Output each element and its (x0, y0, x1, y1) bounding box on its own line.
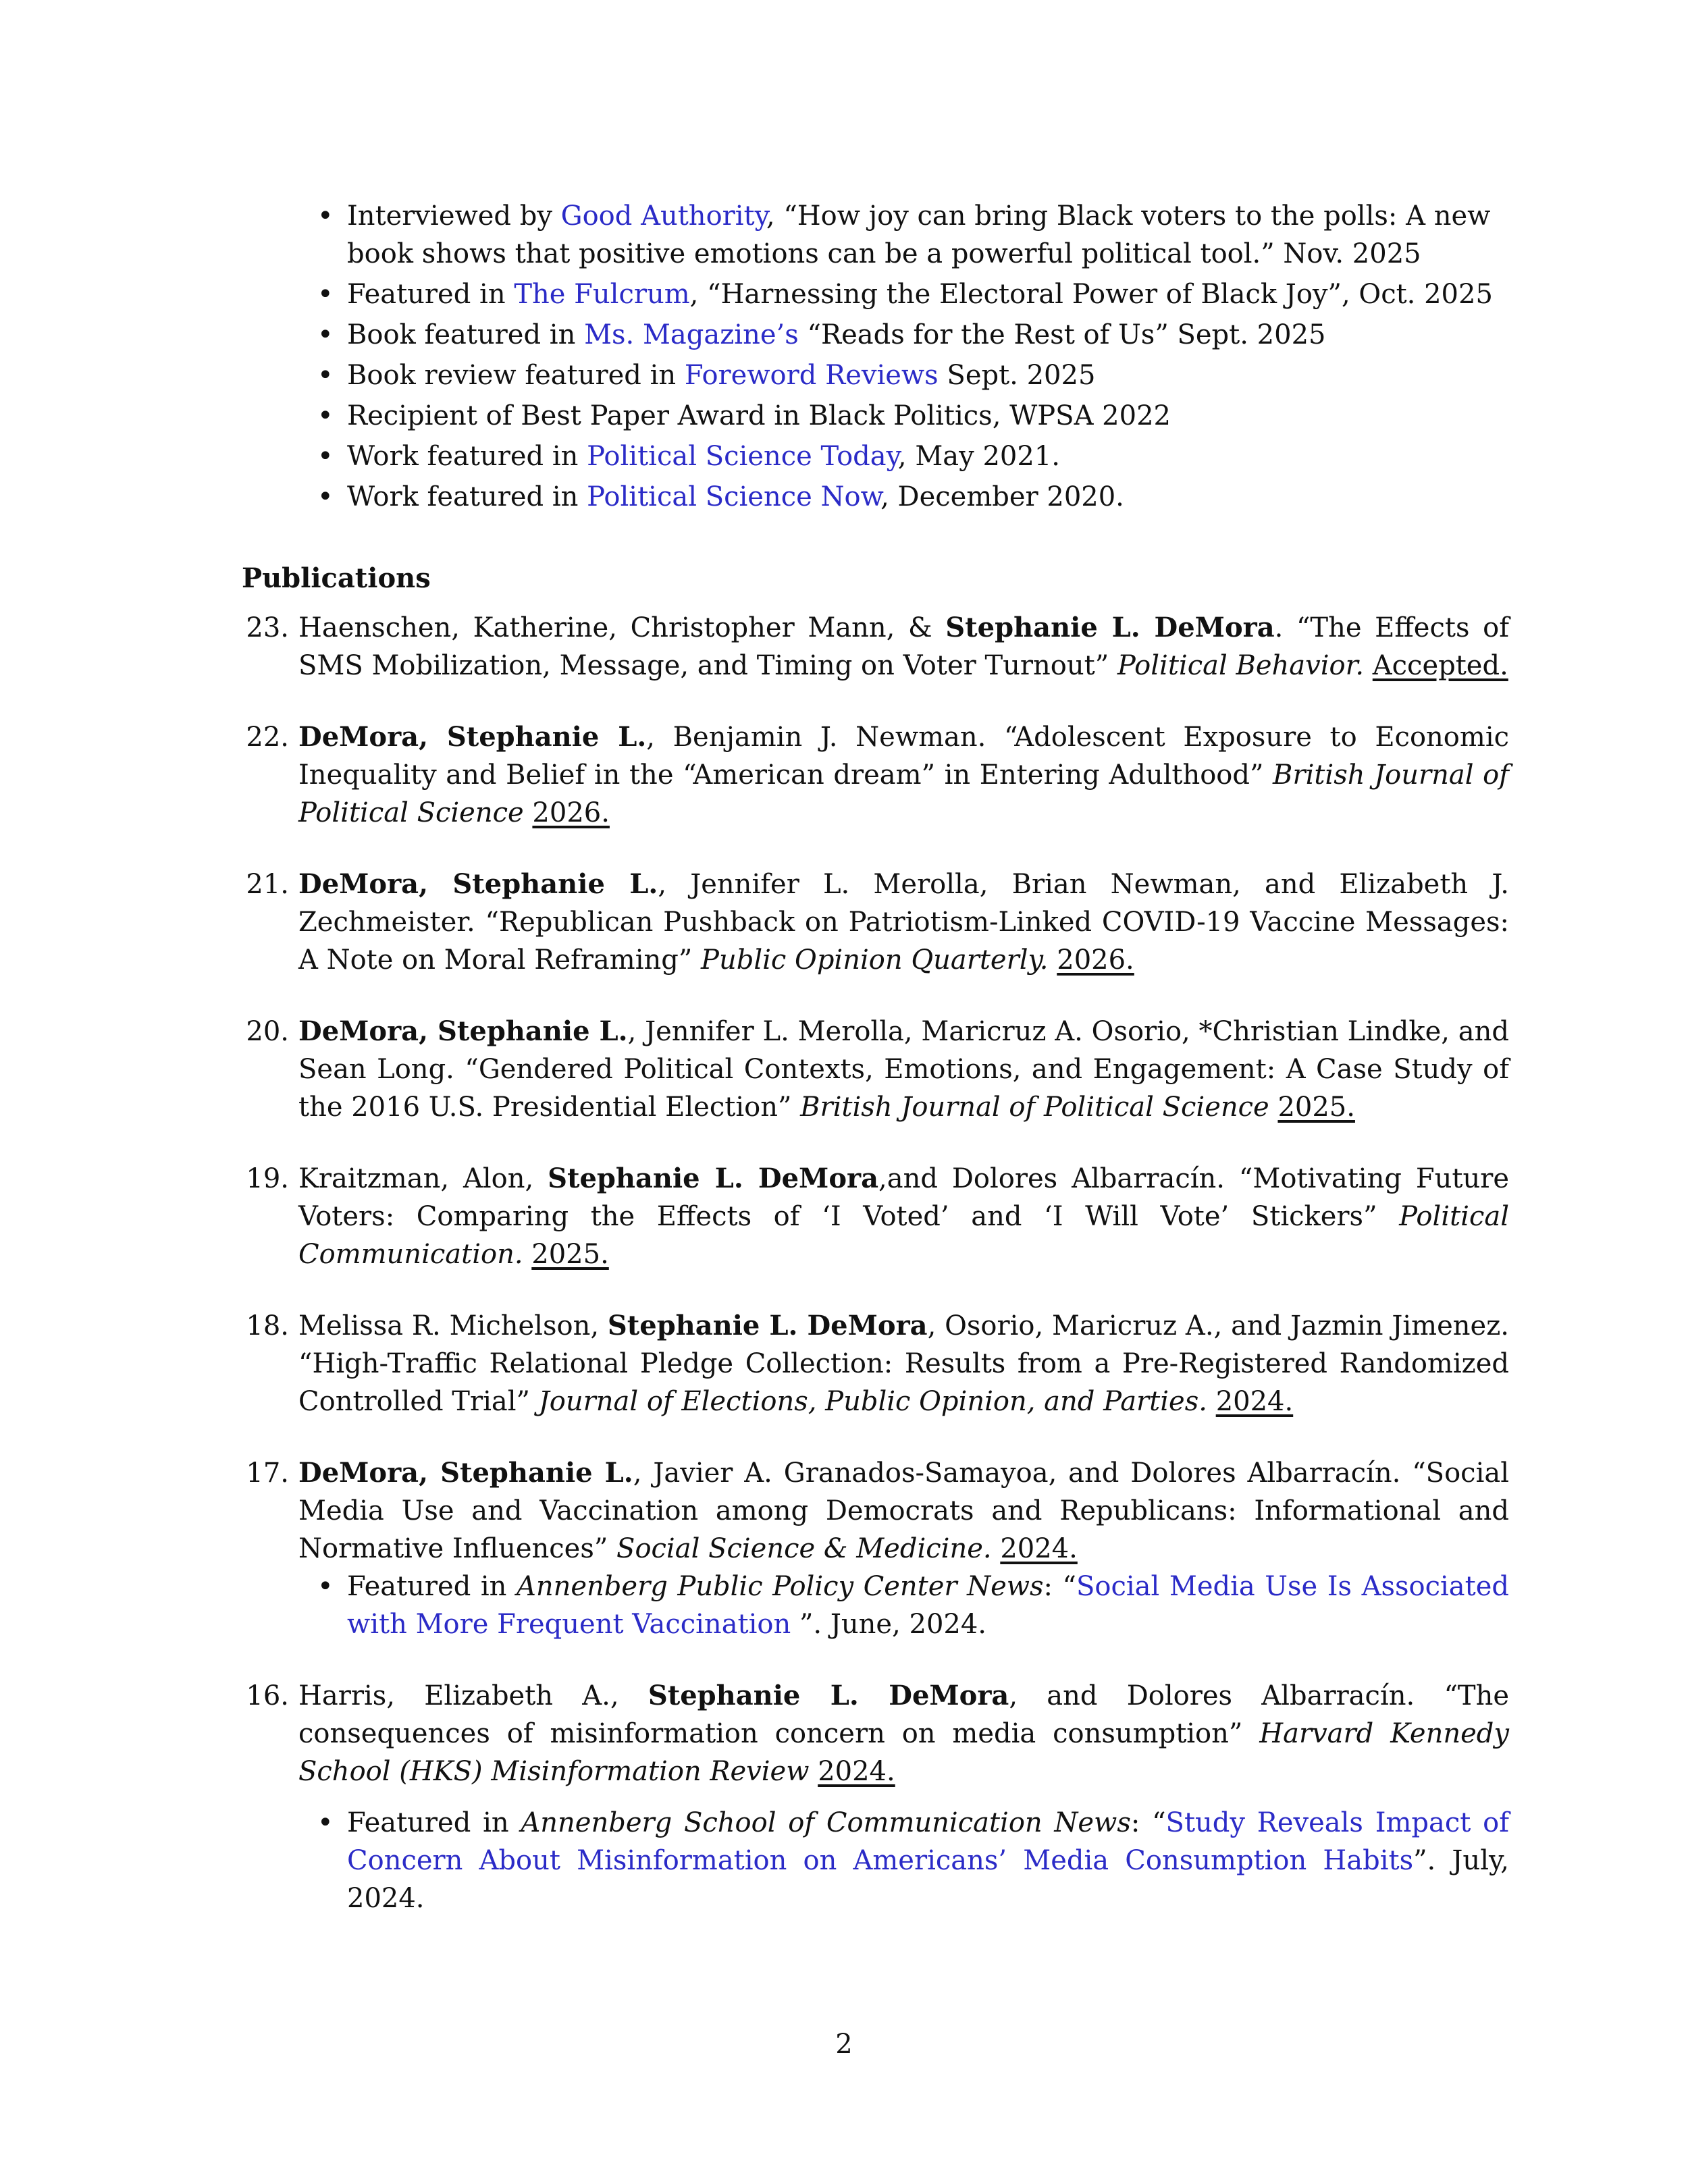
publication-number: 19. (246, 1163, 289, 1194)
publication-title: “The Effects of SMS Mobilization, Message, and Timing on Voter Turnout” (298, 612, 1510, 681)
publication-number: 16. (246, 1680, 289, 1711)
highlight-text: Work featured in (347, 441, 587, 472)
feature-text: ”. July, 2024. (347, 1845, 1509, 1914)
feature-text: ”. June, 2024. (799, 1609, 987, 1640)
political-science-today-link[interactable]: Political Science Today (587, 441, 898, 472)
authors-text: , Javier A. Granados-Samayoa, and Dolores Albarracín. (633, 1458, 1401, 1489)
separator (1207, 1386, 1216, 1417)
highlight-text: , December 2020. (880, 481, 1124, 512)
publication-venue: British Journal of Political Science (298, 760, 1509, 828)
publication-title: “The consequences of misinformation concern on media consumption” (298, 1680, 1510, 1749)
publication-number: 23. (246, 612, 289, 643)
highlight-item (317, 478, 1509, 516)
publication-item (236, 1160, 1509, 1273)
ms-magazine-link[interactable]: Ms. Magazine’s (584, 319, 799, 350)
highlight-text: Recipient of Best Paper Award in Black Politics, WPSA 2022 (347, 400, 1171, 431)
separator (809, 1756, 818, 1787)
press-feature-list (298, 1568, 1509, 1643)
publication-title: “Motivating Future Voters: Comparing the Effects of ‘I Voted’ and ‘I Will Vote’ Stickers” (298, 1163, 1509, 1232)
publication-status: 2026. (532, 797, 610, 828)
fulcrum-link[interactable]: The Fulcrum (514, 279, 690, 310)
author-highlight: Stephanie L. DeMora (648, 1680, 1009, 1711)
separator (1269, 1092, 1278, 1123)
feature-source: Annenberg School of Communication News (521, 1807, 1131, 1838)
authors-text: Harris, Elizabeth A., (298, 1680, 648, 1711)
publication-title: “High-Traffic Relational Pledge Collection: Results from a Pre-Registered Randomized Controlled Trial” (298, 1348, 1509, 1417)
authors-text: , Jennifer L. Merolla, Brian Newman, and Elizabeth J. Zechmeister. (298, 869, 1510, 938)
authors-text: Haenschen, Katherine, Christopher Mann, & (298, 612, 946, 643)
highlight-text: , “Harnessing the Electoral Power of Black Joy”, Oct. 2025 (689, 279, 1493, 310)
publications-list (236, 609, 1509, 1951)
press-feature-item (298, 1568, 1509, 1643)
feature-text: Featured in (347, 1807, 521, 1838)
publication-number: 17. (246, 1458, 289, 1489)
feature-text: : “ (1043, 1571, 1076, 1602)
publication-item (236, 609, 1509, 685)
publication-item (236, 865, 1509, 979)
author-highlight: Stephanie L. DeMora (548, 1163, 878, 1194)
author-highlight: DeMora, Stephanie L. (298, 868, 658, 900)
press-feature-item (298, 1804, 1509, 1917)
highlight-text: Work featured in (347, 481, 587, 512)
highlight-text: Sept. 2025 (938, 360, 1096, 391)
highlight-item (317, 316, 1509, 354)
publication-venue: Journal of Elections, Public Opinion, and Parties. (538, 1386, 1207, 1417)
political-science-now-link[interactable]: Political Science Now (587, 481, 881, 512)
author-highlight: DeMora, Stephanie L. (298, 721, 647, 753)
publication-item (236, 1013, 1509, 1126)
highlight-item (317, 397, 1509, 435)
highlight-text: , “How joy can bring Black voters to the polls: A new book shows that positive emotions can be a powerful political tool.” Nov. 2025 (347, 201, 1491, 269)
publication-status: 2024. (1000, 1533, 1078, 1564)
highlight-item (317, 356, 1509, 394)
publication-status: 2024. (1215, 1386, 1294, 1417)
highlight-item (317, 437, 1509, 475)
authors-text: . (1274, 612, 1284, 643)
feature-article-link[interactable]: Social Media Use Is Associated with More Frequent Vaccination (347, 1571, 1510, 1640)
author-highlight: DeMora, Stephanie L. (298, 1457, 633, 1489)
publication-item (236, 1307, 1509, 1420)
media-highlights-list (317, 197, 1509, 518)
publication-venue: Social Science & Medicine. (616, 1533, 992, 1564)
separator (1364, 650, 1373, 681)
publication-status: 2026. (1057, 944, 1134, 976)
publication-item (236, 1454, 1509, 1643)
publication-number: 21. (246, 869, 289, 900)
highlight-text: Interviewed by (347, 201, 561, 232)
separator (1049, 944, 1057, 976)
press-feature-list (298, 1804, 1509, 1917)
publication-status: 2024. (818, 1756, 895, 1787)
highlight-item (317, 275, 1509, 313)
highlight-text: , May 2021. (897, 441, 1060, 472)
highlight-text: Featured in (347, 279, 515, 310)
authors-text: , Benjamin J. Newman. (646, 722, 986, 753)
separator (523, 1239, 532, 1270)
authors-text: , and Dolores Albarracín. (1009, 1680, 1415, 1711)
publication-title: “Adolescent Exposure to Economic Inequality and Belief in the “American dream” in Entering Adulthood” (298, 722, 1510, 791)
publication-item (236, 718, 1509, 832)
highlight-item (317, 197, 1509, 273)
publication-status: 2025. (531, 1239, 609, 1270)
publication-venue: Political Communication. (298, 1201, 1509, 1270)
feature-source: Annenberg Public Policy Center News (516, 1571, 1044, 1602)
publication-title: “Social Media Use and Vaccination among Democrats and Republicans: Informational and Normative Influences” (298, 1458, 1510, 1564)
authors-text: , Osorio, Maricruz A., and Jazmin Jimenez. (927, 1310, 1510, 1341)
publication-item (236, 1677, 1509, 1917)
publications-heading: Publications (242, 562, 431, 594)
feature-text: : “ (1130, 1807, 1166, 1838)
authors-text: , Jennifer L. Merolla, Maricruz A. Osorio, *Christian Lindke, and Sean Long. (298, 1016, 1510, 1085)
publication-venue: British Journal of Political Science (800, 1092, 1269, 1123)
publication-number: 20. (246, 1016, 289, 1047)
authors-text: Kraitzman, Alon, (298, 1163, 548, 1194)
highlight-text: Book review featured in (347, 360, 685, 391)
foreword-reviews-link[interactable]: Foreword Reviews (684, 360, 939, 391)
publication-status: 2025. (1277, 1092, 1355, 1123)
publication-number: 22. (246, 722, 289, 753)
feature-text: Featured in (347, 1571, 517, 1602)
publication-title: “Republican Pushback on Patriotism-Linked COVID-19 Vaccine Messages: A Note on Moral Reframing” (298, 907, 1509, 976)
separator (524, 797, 533, 828)
authors-text: Melissa R. Michelson, (298, 1310, 608, 1341)
highlight-text: “Reads for the Rest of Us” Sept. 2025 (798, 319, 1326, 350)
author-highlight: DeMora, Stephanie L. (298, 1015, 628, 1047)
author-highlight: Stephanie L. DeMora (945, 612, 1275, 643)
publication-status: Accepted. (1372, 650, 1508, 681)
publication-number: 18. (246, 1310, 289, 1341)
highlight-text: Book featured in (347, 319, 585, 350)
publication-title: “Gendered Political Contexts, Emotions, and Engagement: A Case Study of the 2016 U.S. Presidential Election” (298, 1054, 1509, 1123)
feature-article-link[interactable]: Study Reveals Impact of Concern About Misinformation on Americans’ Media Consumption Habits (347, 1807, 1509, 1876)
page-number: 2 (835, 2029, 853, 2060)
publication-venue: Harvard Kennedy School (HKS) Misinformation Review (298, 1718, 1509, 1787)
publication-venue: Public Opinion Quarterly. (701, 944, 1049, 976)
authors-text: ,and Dolores Albarracín. (878, 1163, 1225, 1194)
author-highlight: Stephanie L. DeMora (607, 1310, 928, 1341)
good-authority-link[interactable]: Good Authority (560, 201, 766, 232)
separator (992, 1533, 1001, 1564)
publication-venue: Political Behavior. (1117, 650, 1365, 681)
